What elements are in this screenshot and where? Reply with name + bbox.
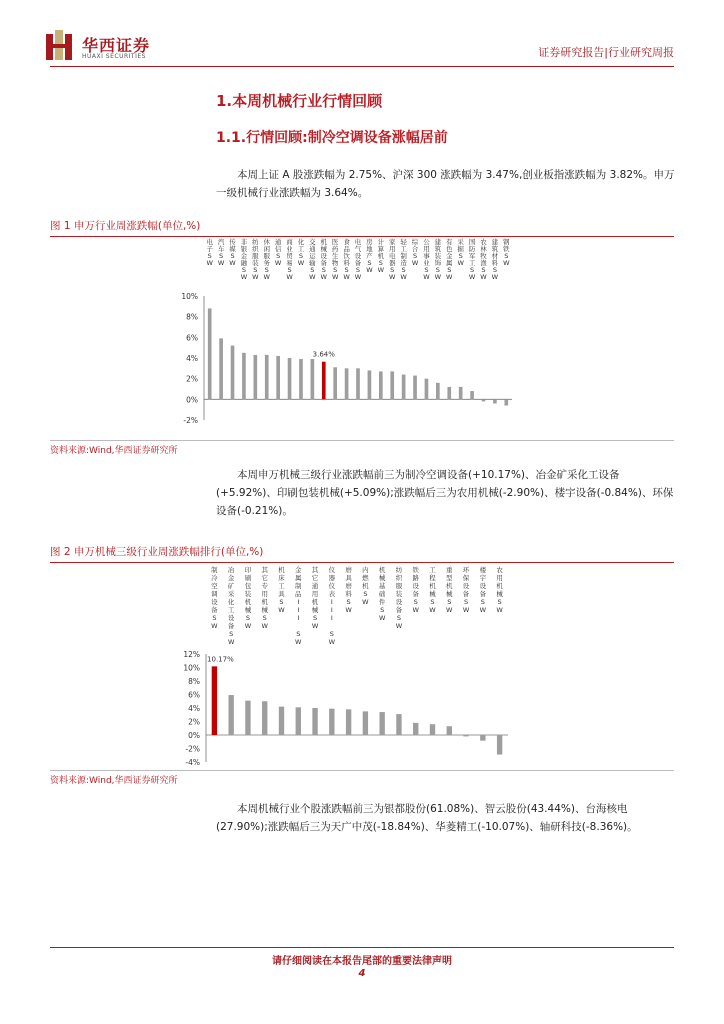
- bar: [208, 308, 212, 399]
- bar: [480, 735, 485, 741]
- subsection-heading: 1.1.行情回顾:制冷空调设备涨幅居前: [216, 130, 448, 146]
- bar: [242, 353, 246, 400]
- bar: [219, 338, 223, 399]
- bar: [231, 346, 235, 400]
- bar: [311, 359, 315, 399]
- bar: [430, 724, 435, 735]
- bar: [447, 726, 452, 735]
- bar: [459, 387, 463, 399]
- category-label: 仪器仪表 I I I S W: [328, 566, 336, 646]
- machinery-subindustry-paragraph: 本周申万机械三级行业涨跌幅前三为制冷空调设备(+10.17%)、冶金矿采化工设备(+5.92%)、印刷包装机械(+5.09%);涨跌幅后三为农用机械(-2.90%)、楼宇设备(-0.84%)、环保设备(-0.21%)。: [216, 469, 674, 517]
- highlight-data-label: 10.17%: [207, 655, 234, 664]
- bar: [254, 355, 258, 399]
- category-label: 农林牧渔 S W: [480, 238, 487, 281]
- y-tick-label: 0%: [188, 731, 200, 740]
- figure-1-source: 资料来源:Wind,华西证券研究所: [50, 440, 674, 456]
- category-label: 电子 S W: [206, 238, 213, 267]
- category-label: 铁路设备 S W: [412, 566, 419, 614]
- bar: [288, 358, 292, 399]
- y-tick-label: 6%: [186, 333, 198, 343]
- figure-2-source: 资料来源:Wind,华西证券研究所: [50, 770, 674, 786]
- bar: [470, 391, 474, 399]
- market-summary-paragraph: 本周上证 A 股涨跌幅为 2.75%、沪深 300 涨跌幅为 3.47%,创业板指涨跌幅为 3.82%。申万一级机械行业涨跌幅为 3.64%。: [216, 169, 675, 199]
- bar: [312, 708, 317, 735]
- y-tick-label: 2%: [188, 717, 200, 727]
- bar: [396, 714, 401, 735]
- bar: [402, 375, 406, 400]
- bar: [379, 371, 383, 399]
- y-tick-label: 2%: [186, 374, 198, 384]
- category-label: 家用电器 S W: [388, 238, 396, 281]
- highlight-data-label: 3.64%: [312, 350, 335, 359]
- bar: [504, 399, 508, 405]
- category-label: 纺织服装 S W: [252, 238, 259, 281]
- category-label: 内燃机 S W: [362, 566, 369, 606]
- category-label: 机械基础件 S W: [378, 566, 386, 622]
- category-label: 商业贸易 S W: [286, 238, 293, 281]
- y-tick-label: 8%: [186, 312, 198, 322]
- bar: [322, 362, 326, 400]
- bar: [463, 735, 468, 736]
- page-number: 4: [358, 968, 366, 979]
- category-label: 楼宇设备 S W: [479, 566, 487, 614]
- figure-2-title: 图 2 申万机械三级行业周涨跌幅排行(单位,%): [50, 544, 674, 563]
- category-label: 轻工制造 S W: [400, 238, 407, 281]
- category-label: 有色金属 S W: [446, 238, 453, 281]
- category-label: 国防军工 S W: [468, 238, 476, 281]
- category-label: 房地产 S W: [366, 238, 373, 274]
- category-label: 综合 S W: [411, 238, 419, 267]
- y-tick-label: 10%: [183, 663, 200, 673]
- bar: [368, 370, 372, 399]
- category-label: 机械设备 S W: [320, 238, 328, 281]
- category-label: 农用机械 S W: [496, 566, 503, 614]
- category-label: 金属制品 I I I S W: [295, 566, 302, 646]
- bar: [436, 383, 440, 400]
- bar: [296, 707, 301, 735]
- y-tick-label: -4%: [185, 758, 200, 766]
- y-tick-label: 0%: [186, 395, 198, 405]
- category-label: 环保设备 S W: [462, 566, 470, 614]
- bar: [425, 379, 429, 400]
- category-label: 电气设备 S W: [354, 238, 362, 281]
- category-label: 钢铁 S W: [503, 238, 510, 267]
- stock-movers-paragraph: 本周机械行业个股涨跌幅前三为银都股份(61.08%)、智云股份(43.44%)、台海核电(27.90%);涨跌幅后三为天广中茂(-18.84%)、华菱精工(-10.07%)、轴研科技(-8.36%)。: [216, 803, 638, 833]
- category-label: 采掘 S W: [457, 238, 464, 267]
- bar: [346, 709, 351, 735]
- bar: [299, 359, 303, 399]
- brand-name-en: HUAXI SECURITIES: [82, 53, 146, 60]
- y-tick-label: 4%: [188, 704, 200, 713]
- bar: [356, 368, 360, 399]
- y-tick-label: 10%: [181, 292, 198, 301]
- category-label: 建筑装饰 S W: [434, 238, 442, 281]
- y-tick-label: 4%: [186, 354, 198, 363]
- bar: [276, 356, 280, 399]
- category-label: 交通运输 S W: [309, 238, 316, 281]
- category-label: 公用事业 S W: [423, 238, 430, 281]
- bar: [245, 701, 250, 735]
- header-divider: [50, 66, 674, 67]
- industry-weekly-change-chart: [170, 238, 520, 438]
- category-label: 工程机械 S W: [429, 566, 436, 614]
- bar: [265, 355, 269, 399]
- category-label: 休闲服务 S W: [263, 238, 270, 281]
- category-label: 冶金矿采化工设备 S W: [227, 566, 235, 646]
- huaxi-logo-icon: [46, 30, 72, 60]
- section-heading: 1.本周机械行业行情回顾: [216, 92, 383, 110]
- bar: [363, 711, 368, 735]
- category-label: 纺织服装设备 S W: [395, 566, 403, 630]
- category-label: 化工 S W: [297, 238, 305, 267]
- category-label: 磨具磨料 S W: [345, 566, 352, 614]
- y-tick-label: 12%: [183, 650, 200, 659]
- y-tick-label: 6%: [188, 690, 200, 700]
- category-label: 其它专用机械 S W: [261, 566, 268, 630]
- bar: [390, 371, 394, 399]
- category-label: 印刷包装机械 S W: [244, 566, 252, 630]
- bar: [212, 666, 217, 735]
- category-label: 机床工具 S W: [278, 566, 285, 614]
- bar: [447, 387, 451, 399]
- y-tick-label: -2%: [183, 416, 198, 425]
- category-label: 食品饮料 S W: [343, 238, 350, 281]
- machinery-subindustry-ranking-chart: [180, 566, 510, 766]
- y-tick-label: 8%: [188, 677, 200, 686]
- legal-disclaimer-note: 请仔细阅读在本报告尾部的重要法律声明: [272, 956, 452, 967]
- category-label: 通信 S W: [274, 238, 282, 267]
- bar: [345, 368, 349, 399]
- category-label: 计算机 S W: [377, 238, 385, 274]
- bar: [329, 709, 334, 735]
- category-label: 重型机械 S W: [446, 566, 453, 614]
- bar: [497, 735, 502, 755]
- category-label: 汽车 S W: [217, 238, 225, 267]
- bar: [228, 695, 233, 735]
- footer-divider: [50, 947, 674, 948]
- figure-1-title: 图 1 申万行业周涨跌幅(单位,%): [50, 218, 674, 237]
- bar: [482, 399, 486, 401]
- bar: [493, 399, 497, 403]
- category-label: 传媒 S W: [229, 238, 236, 267]
- bar: [279, 707, 284, 735]
- report-type-label: 证券研究报告|行业研究周报: [538, 46, 674, 59]
- bar: [333, 367, 337, 399]
- bar: [413, 723, 418, 735]
- y-tick-label: -2%: [185, 744, 200, 754]
- bar: [262, 701, 267, 735]
- category-label: 建筑材料 S W: [491, 238, 499, 281]
- category-label: 其它通用机械 S W: [311, 566, 319, 630]
- bar: [379, 712, 384, 735]
- category-label: 医药生物 S W: [331, 238, 339, 281]
- category-label: 非银金融 S W: [240, 238, 248, 281]
- bar: [413, 376, 417, 400]
- category-label: 制冷空调设备 S W: [211, 566, 218, 630]
- brand-name-cn: 华西证券: [82, 36, 151, 55]
